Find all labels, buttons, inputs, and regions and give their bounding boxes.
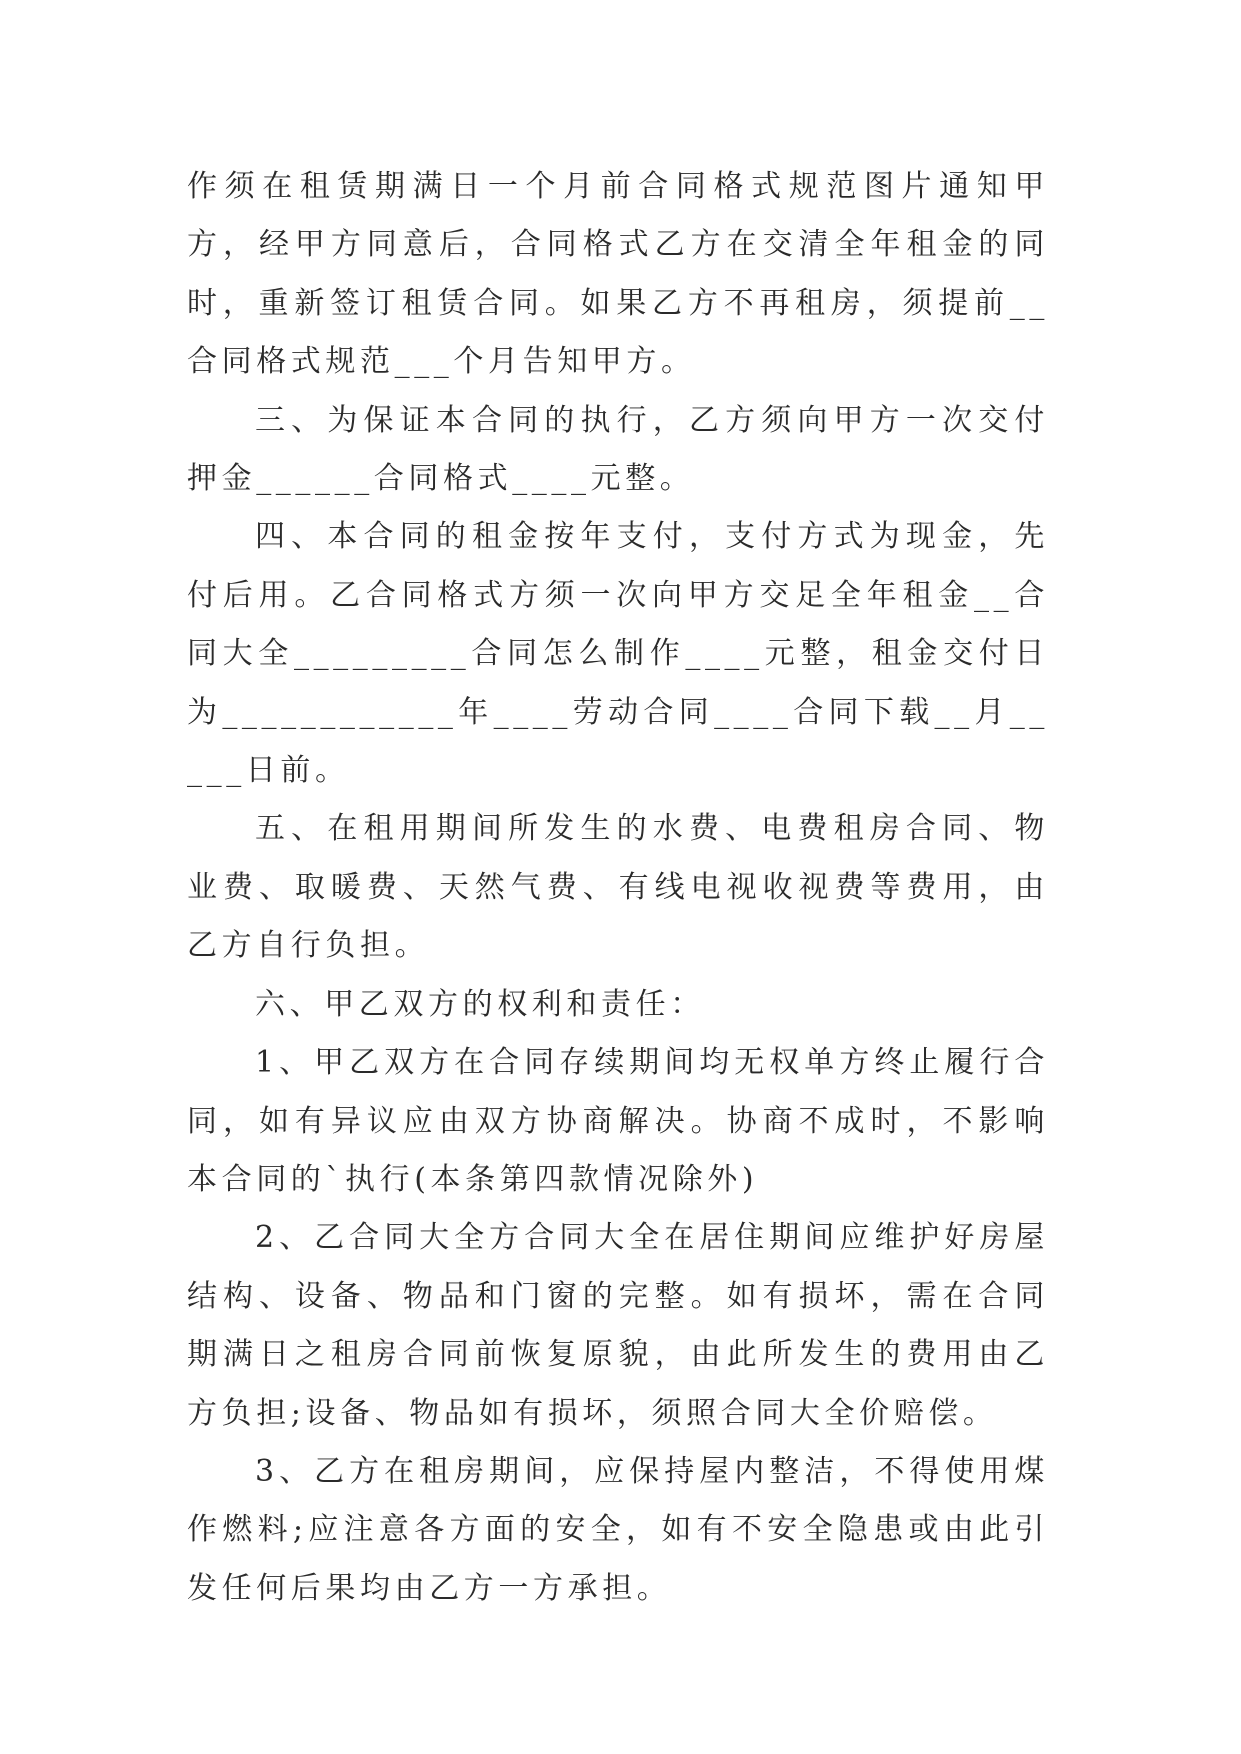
paragraph-clause-6-item-1: 1、甲乙双方在合同存续期间均无权单方终止履行合同，如有异议应由双方协商解决。协商不成时，不影响本合同的`执行(本条第四款情况除外)	[187, 1045, 1049, 1197]
paragraph-clause-5: 五、在租用期间所发生的水费、电费租房合同、物业费、取暖费、天然气费、有线电视收视费等费用，由乙方自行负担。	[187, 811, 1049, 964]
paragraph-clause-4: 四、本合同的租金按年支付，支付方式为现金，先付后用。乙合同格式方须一次向甲方交足全年租金__合同大全_________合同怎么制作____元整，租金交付日为____________年____劳动合同____合同下载__月_____日前。	[187, 519, 1049, 789]
paragraph-clause-6-heading: 六、甲乙双方的权利和责任：	[255, 986, 705, 1022]
paragraph-continuation: 作须在租赁期满日一个月前合同格式规范图片通知甲方，经甲方同意后，合同格式乙方在交清全年租金的同时，重新签订租赁合同。如果乙方不再租房，须提前__合同格式规范___个月告知甲方。	[187, 169, 1049, 380]
paragraph-clause-6-item-3: 3、乙方在租房期间，应保持屋内整洁，不得使用煤作燃料;应注意各方面的安全，如有不安全隐患或由此引发任何后果均由乙方一方承担。	[187, 1453, 1049, 1606]
document-body	[187, 158, 1049, 1618]
paragraph-clause-3: 三、为保证本合同的执行，乙方须向甲方一次交付押金______合同格式____元整。	[187, 402, 1049, 497]
paragraph-clause-6-item-2: 2、乙合同大全方合同大全在居住期间应维护好房屋结构、设备、物品和门窗的完整。如有损坏，需在合同期满日之租房合同前恢复原貌，由此所发生的费用由乙方负担;设备、物品如有损坏，须照合同大全价赔偿。	[187, 1220, 1049, 1431]
